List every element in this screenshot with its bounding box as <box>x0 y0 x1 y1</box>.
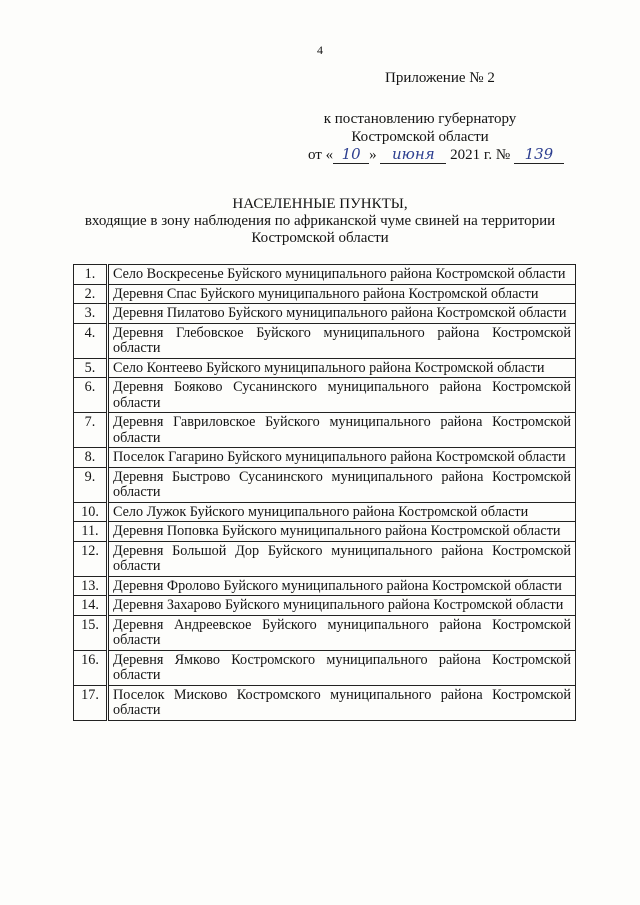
settlement-name: Село Лужок Буйского муниципального района Костромской области <box>108 502 576 522</box>
row-number: 3. <box>74 304 108 324</box>
table-row <box>74 284 576 304</box>
settlement-name: Деревня Спас Буйского муниципального района Костромской области <box>108 284 576 304</box>
settlement-name: Деревня Глебовское Буйского муниципального района Костромской области <box>108 323 576 358</box>
settlement-name: Деревня Быстрово Сусанинского муниципального района Костромской области <box>108 467 576 502</box>
row-number: 11. <box>74 522 108 542</box>
table-row <box>74 650 576 685</box>
settlement-name: Деревня Поповка Буйского муниципального района Костромской области <box>108 522 576 542</box>
settlements-table-body <box>74 265 576 721</box>
row-number: 10. <box>74 502 108 522</box>
table-row <box>74 522 576 542</box>
resolution-line-1: к постановлению губернатору <box>323 111 517 127</box>
row-number: 9. <box>74 467 108 502</box>
settlement-name: Деревня Ямково Костромского муниципального района Костромской области <box>108 650 576 685</box>
table-row <box>74 467 576 502</box>
settlement-name: Поселок Гагарино Буйского муниципального района Костромской области <box>108 448 576 468</box>
document-number-handwritten: 139 <box>514 145 564 164</box>
table-row <box>74 685 576 720</box>
table-row <box>74 304 576 324</box>
resolution-reference <box>280 110 560 146</box>
date-prefix: от « <box>308 147 334 163</box>
table-row <box>74 502 576 522</box>
table-row <box>74 596 576 616</box>
resolution-line-2: Костромской области <box>351 129 489 145</box>
row-number: 4. <box>74 323 108 358</box>
heading-title: НАСЕЛЕННЫЕ ПУНКТЫ, <box>232 196 408 212</box>
table-row <box>74 358 576 378</box>
document-heading <box>60 196 580 247</box>
settlement-name: Село Воскресенье Буйского муниципального района Костромской области <box>108 265 576 285</box>
settlement-name: Деревня Гавриловское Буйского муниципального района Костромской области <box>108 413 576 448</box>
table-row <box>74 576 576 596</box>
heading-subtitle-line-2: Костромской области <box>251 230 389 246</box>
table-row <box>74 448 576 468</box>
row-number: 16. <box>74 650 108 685</box>
row-number: 1. <box>74 265 108 285</box>
table-row <box>74 615 576 650</box>
row-number: 17. <box>74 685 108 720</box>
date-day-handwritten: 10 <box>333 145 369 164</box>
settlement-name: Деревня Захарово Буйского муниципального района Костромской области <box>108 596 576 616</box>
settlement-name: Деревня Андреевское Буйского муниципального района Костромской области <box>108 615 576 650</box>
row-number: 2. <box>74 284 108 304</box>
row-number: 14. <box>74 596 108 616</box>
settlement-name: Деревня Пилатово Буйского муниципального района Костромской области <box>108 304 576 324</box>
table-row <box>74 413 576 448</box>
table-row <box>74 265 576 285</box>
settlement-name: Деревня Фролово Буйского муниципального района Костромской области <box>108 576 576 596</box>
table-row <box>74 378 576 413</box>
row-number: 7. <box>74 413 108 448</box>
table-row <box>74 541 576 576</box>
table-row <box>74 323 576 358</box>
settlement-name: Деревня Бояково Сусанинского муниципального района Костромской области <box>108 378 576 413</box>
row-number: 15. <box>74 615 108 650</box>
settlement-name: Поселок Мисково Костромского муниципального района Костромской области <box>108 685 576 720</box>
annex-title: Приложение № 2 <box>385 70 495 86</box>
date-mid: » <box>369 147 377 163</box>
heading-subtitle-line-1: входящие в зону наблюдения по африканской чуме свиней на территории <box>84 213 556 229</box>
settlement-name: Село Контеево Буйского муниципального района Костромской области <box>108 358 576 378</box>
page-number: 4 <box>317 43 323 57</box>
row-number: 12. <box>74 541 108 576</box>
row-number: 13. <box>74 576 108 596</box>
date-year: 2021 г. № <box>450 147 511 163</box>
row-number: 6. <box>74 378 108 413</box>
date-month-handwritten: июня <box>380 145 446 164</box>
settlement-name: Деревня Большой Дор Буйского муниципального района Костромской области <box>108 541 576 576</box>
row-number: 8. <box>74 448 108 468</box>
settlements-table <box>73 264 576 721</box>
resolution-date-line <box>308 145 578 164</box>
row-number: 5. <box>74 358 108 378</box>
